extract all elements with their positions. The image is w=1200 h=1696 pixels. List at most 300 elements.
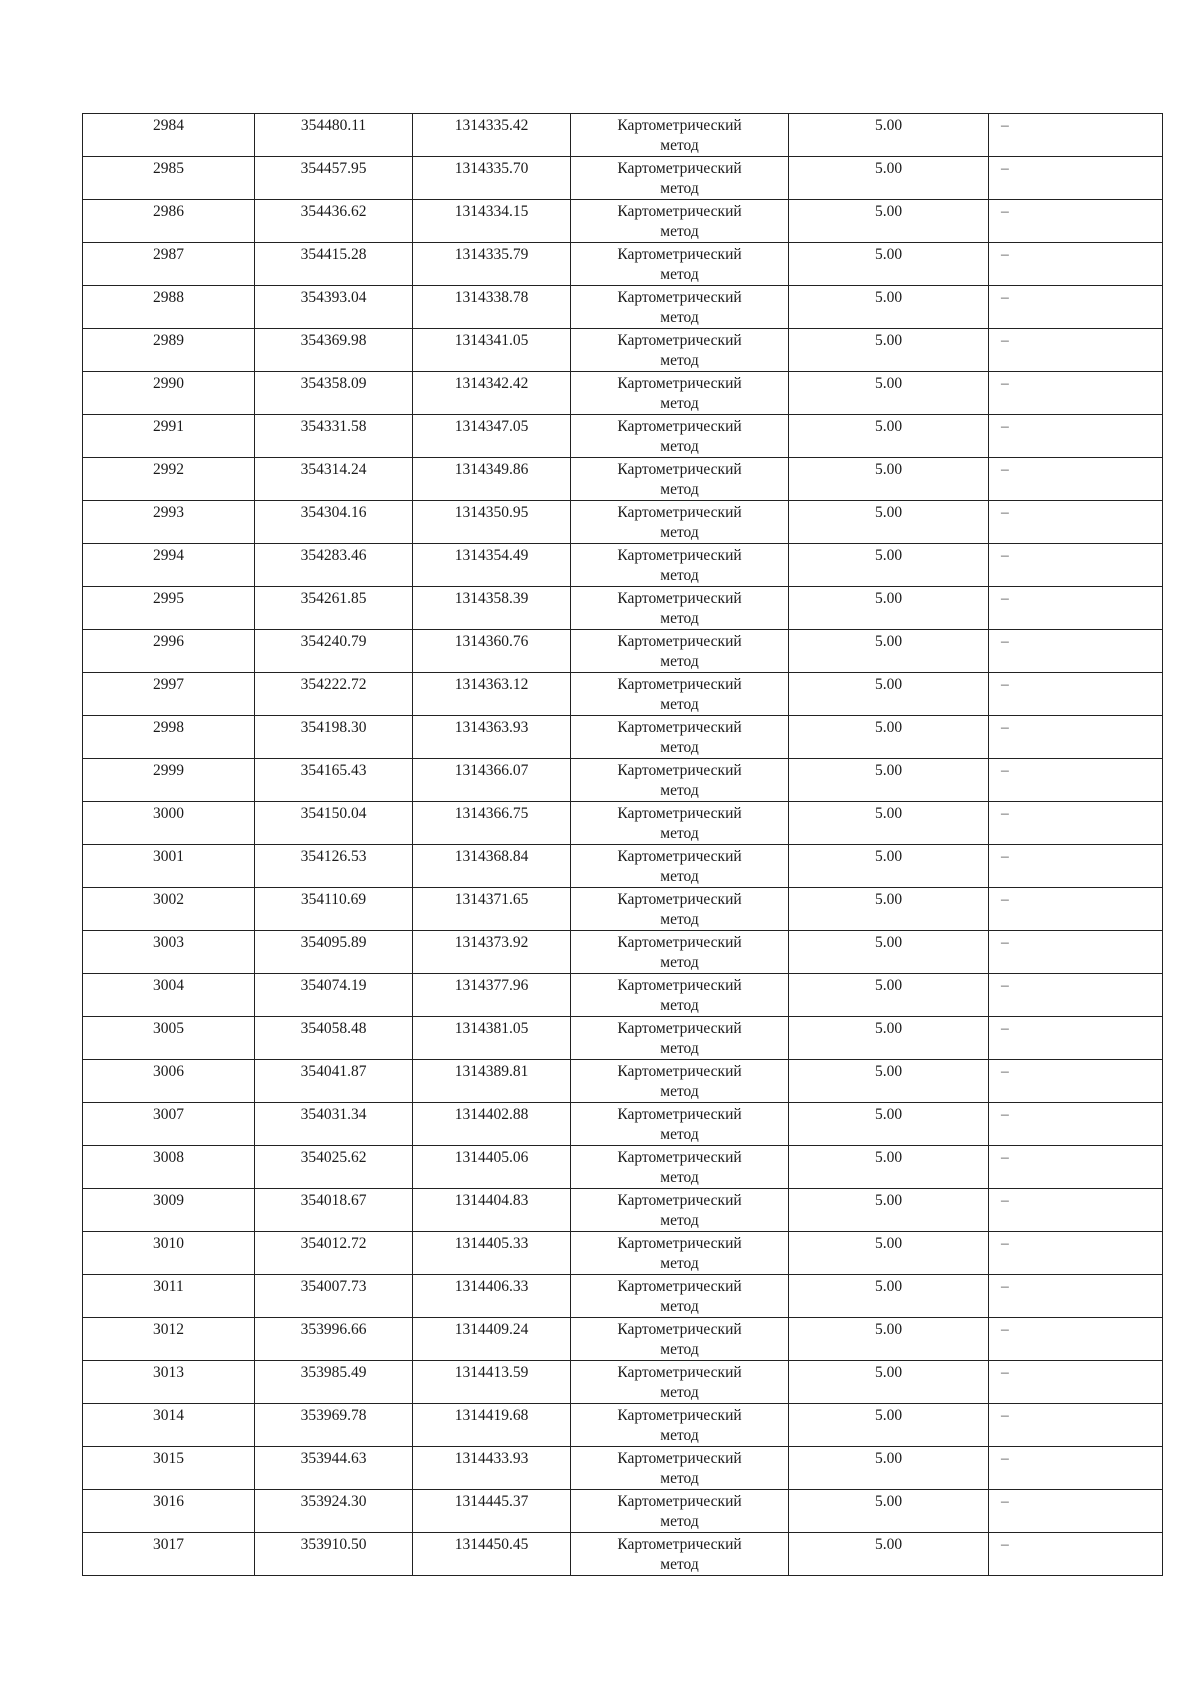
y-coordinate-cell [413,329,571,372]
table-row [83,157,1163,200]
method-cell [571,415,789,458]
table-row [83,931,1163,974]
accuracy-cell [789,759,989,802]
accuracy-value: 5.00 [874,1407,903,1424]
method-text [571,415,788,457]
method-text [571,1146,788,1188]
coordinates-table [82,113,1163,1576]
y-coordinate: 1314335.70 [454,160,529,177]
method-cell [571,673,789,716]
point-number: 3015 [153,1450,184,1467]
method-line-1: Картометрический [617,934,742,951]
method-text [571,802,788,844]
method-line-2: метод [660,524,699,541]
accuracy-cell [789,544,989,587]
point-number-cell [83,1318,255,1361]
point-number-cell [83,286,255,329]
y-coordinate-cell [413,1232,571,1275]
table-row [83,329,1163,372]
method-line-1: Картометрический [617,375,742,392]
method-line-2: метод [660,1556,699,1573]
y-coordinate-cell [413,1017,571,1060]
x-coordinate: 353944.63 [300,1450,367,1467]
accuracy-cell [789,501,989,544]
method-text [571,1275,788,1317]
x-coordinate: 354007.73 [300,1278,367,1295]
accuracy-value: 5.00 [874,762,903,779]
point-number-cell [83,1533,255,1576]
method-line-1: Картометрический [617,203,742,220]
y-coordinate-cell [413,1533,571,1576]
method-text [571,759,788,801]
accuracy-cell [789,286,989,329]
method-line-1: Картометрический [617,1536,742,1553]
x-coordinate-cell [255,845,413,888]
y-coordinate-cell [413,845,571,888]
table-row [83,544,1163,587]
method-line-2: метод [660,395,699,412]
method-line-2: метод [660,352,699,369]
x-coordinate: 354415.28 [300,246,367,263]
note-value: – [1001,762,1009,779]
accuracy-value: 5.00 [874,418,903,435]
note-value: – [1001,805,1009,822]
x-coordinate-cell [255,1232,413,1275]
note-value: – [1001,1536,1009,1553]
point-number: 3001 [153,848,184,865]
method-text [571,372,788,414]
point-number: 2993 [153,504,184,521]
point-number: 2985 [153,160,184,177]
note-value: – [1001,203,1009,220]
accuracy-value: 5.00 [874,117,903,134]
method-cell [571,372,789,415]
accuracy-value: 5.00 [874,934,903,951]
accuracy-cell [789,974,989,1017]
method-line-2: метод [660,1212,699,1229]
point-number-cell [83,372,255,415]
method-cell [571,630,789,673]
accuracy-cell [789,329,989,372]
point-number-cell [83,759,255,802]
table-row [83,1361,1163,1404]
method-line-1: Картометрический [617,1192,742,1209]
note-cell [989,1318,1163,1361]
x-coordinate-cell [255,1275,413,1318]
x-coordinate-cell [255,1490,413,1533]
note-value: – [1001,504,1009,521]
accuracy-value: 5.00 [874,1106,903,1123]
method-line-1: Картометрический [617,762,742,779]
accuracy-cell [789,1490,989,1533]
x-coordinate: 353910.50 [300,1536,367,1553]
note-value: – [1001,160,1009,177]
point-number-cell [83,1275,255,1318]
x-coordinate-cell [255,329,413,372]
method-line-1: Картометрический [617,1149,742,1166]
y-coordinate: 1314341.05 [454,332,529,349]
note-value: – [1001,289,1009,306]
accuracy-value: 5.00 [874,1192,903,1209]
note-value: – [1001,1063,1009,1080]
point-number: 2998 [153,719,184,736]
y-coordinate: 1314363.93 [454,719,529,736]
method-text [571,114,788,156]
method-line-2: метод [660,223,699,240]
note-cell [989,501,1163,544]
note-cell [989,243,1163,286]
accuracy-cell [789,630,989,673]
point-number-cell [83,329,255,372]
point-number-cell [83,1103,255,1146]
method-cell [571,1533,789,1576]
point-number: 3005 [153,1020,184,1037]
accuracy-value: 5.00 [874,1278,903,1295]
point-number: 3004 [153,977,184,994]
method-line-2: метод [660,481,699,498]
note-value: – [1001,590,1009,607]
y-coordinate: 1314381.05 [454,1020,529,1037]
point-number: 2994 [153,547,184,564]
y-coordinate: 1314335.42 [454,117,529,134]
x-coordinate-cell [255,587,413,630]
note-cell [989,1232,1163,1275]
accuracy-value: 5.00 [874,203,903,220]
table-row [83,1060,1163,1103]
x-coordinate: 354436.62 [300,203,367,220]
method-text [571,157,788,199]
method-line-2: метод [660,653,699,670]
point-number-cell [83,716,255,759]
y-coordinate: 1314349.86 [454,461,529,478]
accuracy-value: 5.00 [874,461,903,478]
point-number: 3010 [153,1235,184,1252]
x-coordinate: 354457.95 [300,160,367,177]
table-row [83,1490,1163,1533]
point-number-cell [83,1232,255,1275]
point-number-cell [83,1490,255,1533]
accuracy-cell [789,1146,989,1189]
point-number-cell [83,544,255,587]
method-line-2: метод [660,180,699,197]
accuracy-value: 5.00 [874,805,903,822]
method-text [571,1533,788,1575]
x-coordinate: 354222.72 [300,676,367,693]
y-coordinate-cell [413,673,571,716]
method-line-2: метод [660,1427,699,1444]
method-cell [571,1361,789,1404]
accuracy-cell [789,1189,989,1232]
y-coordinate: 1314433.93 [454,1450,529,1467]
method-cell [571,974,789,1017]
note-value: – [1001,246,1009,263]
y-coordinate-cell [413,1275,571,1318]
point-number-cell [83,501,255,544]
method-text [571,974,788,1016]
note-value: – [1001,332,1009,349]
method-line-1: Картометрический [617,633,742,650]
x-coordinate: 353996.66 [300,1321,367,1338]
point-number-cell [83,1060,255,1103]
table-row [83,1017,1163,1060]
note-cell [989,415,1163,458]
x-coordinate: 354480.11 [300,117,367,134]
point-number: 3016 [153,1493,184,1510]
accuracy-cell [789,200,989,243]
note-value: – [1001,1278,1009,1295]
method-cell [571,286,789,329]
note-value: – [1001,1321,1009,1338]
y-coordinate: 1314366.75 [454,805,529,822]
y-coordinate: 1314413.59 [454,1364,529,1381]
x-coordinate: 354110.69 [300,891,367,908]
note-cell [989,114,1163,157]
y-coordinate-cell [413,372,571,415]
accuracy-cell [789,1103,989,1146]
note-cell [989,1017,1163,1060]
point-number-cell [83,1447,255,1490]
accuracy-cell [789,243,989,286]
method-text [571,888,788,930]
y-coordinate: 1314405.06 [454,1149,529,1166]
method-line-2: метод [660,309,699,326]
accuracy-value: 5.00 [874,246,903,263]
accuracy-cell [789,1017,989,1060]
method-line-1: Картометрический [617,117,742,134]
x-coordinate-cell [255,286,413,329]
table-row [83,458,1163,501]
y-coordinate: 1314371.65 [454,891,529,908]
method-text [571,286,788,328]
x-coordinate: 354012.72 [300,1235,367,1252]
point-number-cell [83,673,255,716]
note-value: – [1001,461,1009,478]
table-row [83,630,1163,673]
method-text [571,673,788,715]
method-text [571,544,788,586]
note-cell [989,544,1163,587]
method-cell [571,501,789,544]
table-row [83,415,1163,458]
accuracy-value: 5.00 [874,1020,903,1037]
point-number: 3012 [153,1321,184,1338]
point-number-cell [83,114,255,157]
point-number: 2996 [153,633,184,650]
table-row [83,716,1163,759]
method-line-2: метод [660,266,699,283]
method-line-2: метод [660,911,699,928]
method-cell [571,1060,789,1103]
accuracy-value: 5.00 [874,1235,903,1252]
x-coordinate-cell [255,888,413,931]
y-coordinate-cell [413,587,571,630]
point-number-cell [83,974,255,1017]
y-coordinate-cell [413,114,571,157]
method-cell [571,114,789,157]
y-coordinate-cell [413,1318,571,1361]
note-value: – [1001,848,1009,865]
x-coordinate: 354041.87 [300,1063,367,1080]
point-number: 2999 [153,762,184,779]
table-row [83,1447,1163,1490]
method-cell [571,845,789,888]
x-coordinate-cell [255,415,413,458]
note-cell [989,458,1163,501]
point-number: 2997 [153,676,184,693]
x-coordinate: 354283.46 [300,547,367,564]
accuracy-cell [789,716,989,759]
note-cell [989,286,1163,329]
x-coordinate-cell [255,1189,413,1232]
y-coordinate: 1314450.45 [454,1536,529,1553]
table-row [83,1146,1163,1189]
point-number: 3000 [153,805,184,822]
point-number-cell [83,1189,255,1232]
x-coordinate: 354304.16 [300,504,367,521]
x-coordinate: 354261.85 [300,590,367,607]
method-line-1: Картометрический [617,1020,742,1037]
method-text [571,1318,788,1360]
method-line-2: метод [660,739,699,756]
method-line-1: Картометрический [617,160,742,177]
note-cell [989,1060,1163,1103]
point-number-cell [83,200,255,243]
x-coordinate: 354150.04 [300,805,367,822]
method-text [571,1361,788,1403]
note-cell [989,1533,1163,1576]
y-coordinate-cell [413,458,571,501]
accuracy-cell [789,1060,989,1103]
note-value: – [1001,633,1009,650]
method-text [571,1490,788,1532]
method-text [571,501,788,543]
point-number: 2992 [153,461,184,478]
note-value: – [1001,547,1009,564]
method-line-1: Картометрический [617,461,742,478]
x-coordinate-cell [255,1146,413,1189]
method-line-2: метод [660,1470,699,1487]
table-row [83,1318,1163,1361]
accuracy-value: 5.00 [874,848,903,865]
method-line-2: метод [660,1083,699,1100]
method-line-1: Картометрический [617,805,742,822]
accuracy-value: 5.00 [874,676,903,693]
x-coordinate-cell [255,1361,413,1404]
y-coordinate-cell [413,415,571,458]
point-number: 3009 [153,1192,184,1209]
table-row [83,1533,1163,1576]
accuracy-cell [789,1275,989,1318]
note-value: – [1001,1493,1009,1510]
accuracy-value: 5.00 [874,1536,903,1553]
point-number-cell [83,1361,255,1404]
point-number-cell [83,630,255,673]
method-line-1: Картометрический [617,289,742,306]
accuracy-cell [789,888,989,931]
note-cell [989,1361,1163,1404]
x-coordinate: 354058.48 [300,1020,367,1037]
y-coordinate-cell [413,630,571,673]
table-row [83,1275,1163,1318]
accuracy-cell [789,1533,989,1576]
method-line-2: метод [660,1341,699,1358]
y-coordinate-cell [413,544,571,587]
method-line-1: Картометрический [617,719,742,736]
accuracy-cell [789,157,989,200]
accuracy-value: 5.00 [874,289,903,306]
note-value: – [1001,1020,1009,1037]
point-number: 3013 [153,1364,184,1381]
note-cell [989,630,1163,673]
note-cell [989,1490,1163,1533]
x-coordinate: 354358.09 [300,375,367,392]
y-coordinate: 1314354.49 [454,547,529,564]
method-cell [571,1103,789,1146]
method-line-2: метод [660,954,699,971]
x-coordinate: 354331.58 [300,418,367,435]
x-coordinate-cell [255,1404,413,1447]
note-cell [989,372,1163,415]
note-cell [989,1189,1163,1232]
note-cell [989,1275,1163,1318]
x-coordinate-cell [255,372,413,415]
method-line-2: метод [660,868,699,885]
method-line-2: метод [660,1040,699,1057]
x-coordinate: 354074.19 [300,977,367,994]
method-cell [571,716,789,759]
point-number: 3002 [153,891,184,908]
method-text [571,243,788,285]
y-coordinate: 1314445.37 [454,1493,529,1510]
method-line-1: Картометрический [617,1278,742,1295]
x-coordinate: 353924.30 [300,1493,367,1510]
x-coordinate-cell [255,1447,413,1490]
method-cell [571,1490,789,1533]
method-line-1: Картометрический [617,891,742,908]
method-line-2: метод [660,438,699,455]
method-text [571,1189,788,1231]
point-number: 2995 [153,590,184,607]
note-cell [989,974,1163,1017]
y-coordinate: 1314358.39 [454,590,529,607]
x-coordinate: 354198.30 [300,719,367,736]
table-row [83,1103,1163,1146]
note-cell [989,157,1163,200]
note-value: – [1001,934,1009,951]
method-line-2: метод [660,1169,699,1186]
method-line-1: Картометрический [617,1321,742,1338]
y-coordinate: 1314366.07 [454,762,529,779]
method-cell [571,1232,789,1275]
point-number-cell [83,802,255,845]
x-coordinate-cell [255,1060,413,1103]
method-line-2: метод [660,610,699,627]
accuracy-value: 5.00 [874,633,903,650]
y-coordinate: 1314404.83 [454,1192,529,1209]
method-line-1: Картометрический [617,504,742,521]
note-cell [989,673,1163,716]
accuracy-cell [789,845,989,888]
x-coordinate-cell [255,544,413,587]
method-text [571,1232,788,1274]
table-row [83,974,1163,1017]
y-coordinate: 1314368.84 [454,848,529,865]
y-coordinate-cell [413,888,571,931]
method-line-2: метод [660,825,699,842]
point-number: 2989 [153,332,184,349]
y-coordinate-cell [413,759,571,802]
method-cell [571,200,789,243]
